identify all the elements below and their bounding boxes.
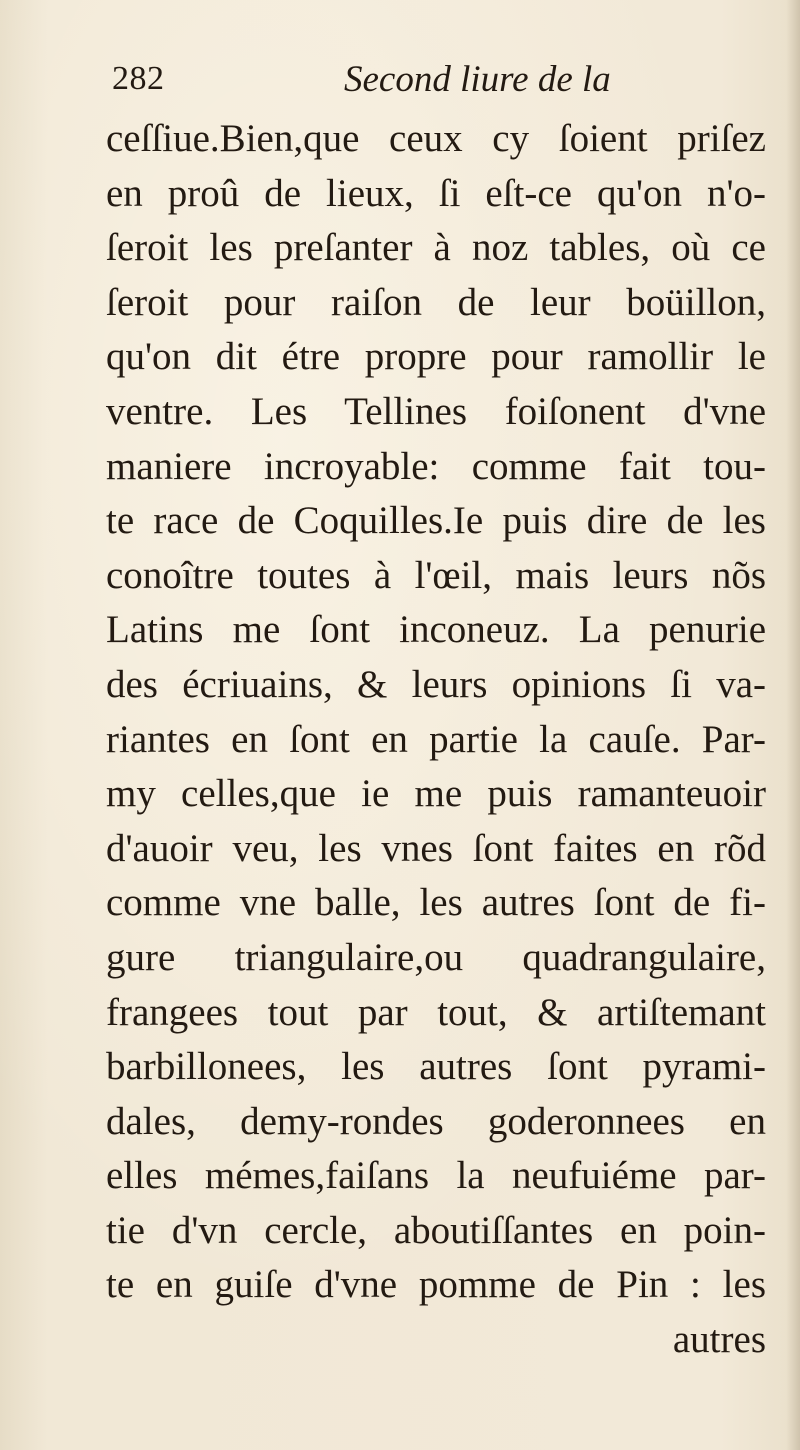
- text-line: Latins me ſont inconeuz. La penurie: [106, 608, 766, 652]
- text-line: ventre. Les Tellines foiſonent d'vne: [106, 389, 766, 433]
- text-line: barbillonees, les autres ſont pyrami-: [106, 1045, 766, 1089]
- text-line: frangees tout par tout, & artiſtemant: [106, 990, 766, 1034]
- text-line: ceſſiue.Bien,que ceux cy ſoient priſez: [106, 117, 766, 160]
- catchword: autres: [672, 1318, 766, 1362]
- text-line: gure triangulaire,ou quadrangulaire,: [106, 935, 766, 979]
- text-line: te race de Coquilles.Ie puis dire de les: [106, 499, 766, 543]
- text-line: en proû de lieux, ſi eſt-ce qu'on n'o-: [106, 171, 766, 215]
- text-line: dales, demy-rondes goderonnees en: [106, 1099, 766, 1143]
- text-line: te en guiſe d'vne pomme de Pin : les: [106, 1263, 766, 1307]
- text-line: conoître toutes à l'œil, mais leurs nõs: [106, 553, 766, 597]
- text-line: comme vne balle, les autres ſont de fi-: [106, 881, 766, 925]
- text-line: my celles,que ie me puis ramanteuoir: [106, 772, 766, 816]
- text-line: qu'on dit étre propre pour ramollir le: [106, 335, 766, 379]
- running-head: [112, 50, 632, 110]
- text-line: ſeroit les preſanter à noz tables, où ce: [106, 226, 766, 270]
- text-line: ſeroit pour raiſon de leur boüillon,: [106, 280, 766, 324]
- text-line: riantes en ſont en partie la cauſe. Par-: [106, 717, 766, 761]
- running-title: Second liure de la: [344, 59, 611, 100]
- body-text: [106, 112, 766, 1368]
- text-line: d'auoir veu, les vnes ſont faites en rõd: [106, 826, 766, 870]
- page-number: 282: [112, 60, 165, 97]
- text-line: elles mémes,faiſans la neufuiéme par-: [106, 1154, 766, 1198]
- text-line: maniere incroyable: comme fait tou-: [106, 444, 766, 488]
- text-line: des écriuains, & leurs opinions ſi va-: [106, 662, 766, 706]
- page-edge-shadow: [786, 0, 800, 1450]
- text-line: tie d'vn cercle, aboutiſſantes en poin-: [106, 1208, 766, 1252]
